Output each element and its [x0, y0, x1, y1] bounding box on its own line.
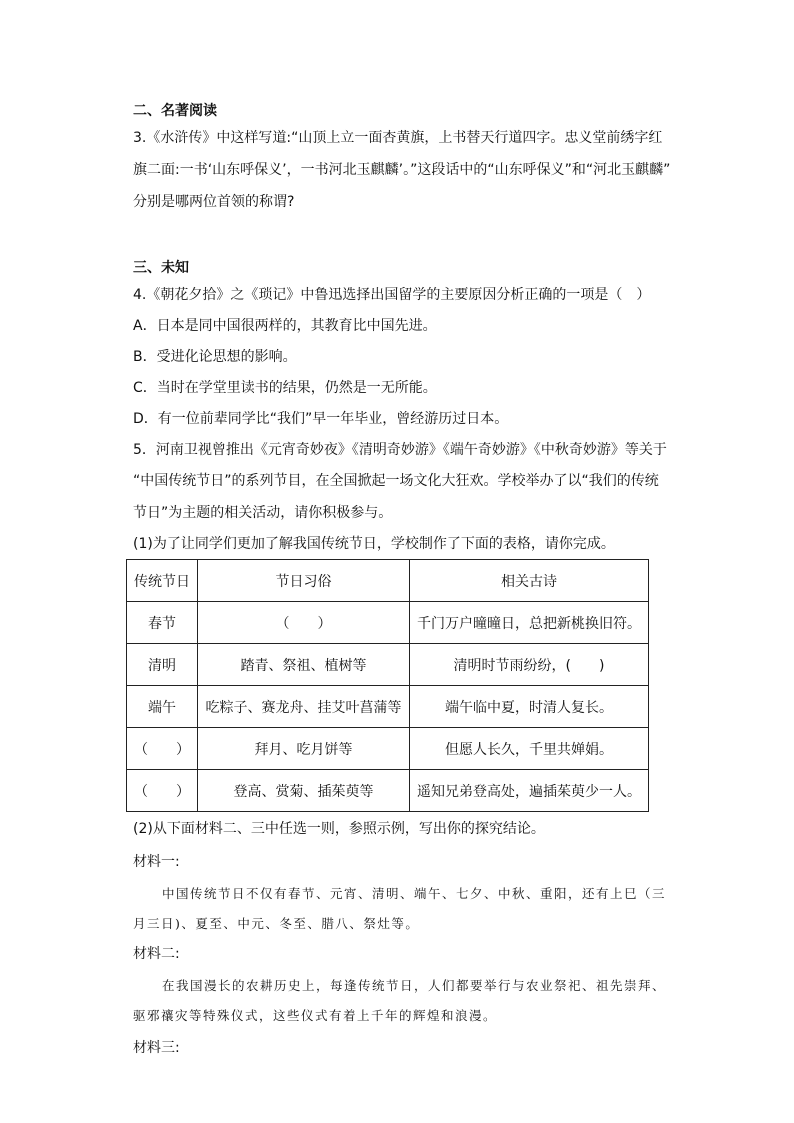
section3-heading: 三、未知	[133, 260, 189, 276]
table-cell: 春节	[127, 602, 198, 644]
q3-line-2: 旗二面:一书‘山东呼保义’，一书河北玉麒麟’。”这段话中的“山东呼保义”和“河北玉麒麟”	[133, 162, 671, 178]
q4-option-d: D．有一位前辈同学比“我们”早一年毕业，曾经游历过日本。	[133, 411, 509, 427]
table-header: 节日习俗	[198, 560, 410, 602]
material1-line-1: 中国传统节日不仅有春节、元宵、清明、端午、七夕、中秋、重阳，还有上巳（三	[162, 886, 667, 901]
table-header-row	[127, 560, 649, 602]
table-cell: 端午临中夏，时清人复长。	[410, 686, 649, 728]
table-header: 传统节日	[127, 560, 198, 602]
table-cell: 遥知兄弟登高处，遍插茱萸少一人。	[410, 770, 649, 812]
table-row	[127, 644, 649, 686]
festival-table	[126, 559, 649, 812]
section2-heading: 二、名著阅读	[133, 103, 217, 119]
q5-line-2: “中国传统节日”的系列节目，在全国掀起一场文化大狂欢。学校举办了以“我们的传统	[133, 473, 659, 489]
table-cell: （ ）	[127, 728, 198, 770]
material2-label: 材料二:	[133, 946, 180, 962]
table-cell: （ ）	[127, 770, 198, 812]
material3-label: 材料三:	[133, 1040, 180, 1056]
q3-line-1: 3.《水浒传》中这样写道:“山顶上立一面杏黄旗，上书替天行道四字。忠义堂前绣字红	[133, 130, 663, 146]
material2-line-1: 在我国漫长的农耕历史上，每逢传统节日，人们都要举行与农业祭祀、祖先崇拜、	[162, 978, 667, 993]
table-cell: 踏青、祭祖、植树等	[198, 644, 410, 686]
table-cell: 清明时节雨纷纷，( )	[410, 644, 649, 686]
q3-line-3: 分别是哪两位首领的称谓?	[133, 194, 295, 210]
q5-part1: (1)为了让同学们更加了解我国传统节日，学校制作了下面的表格，请你完成。	[133, 536, 615, 552]
table-cell: 端午	[127, 686, 198, 728]
q4-option-c: C．当时在学堂里读书的结果，仍然是一无所能。	[133, 380, 437, 396]
table-cell: 登高、赏菊、插茱萸等	[198, 770, 410, 812]
table-row	[127, 686, 649, 728]
q4-stem: 4.《朝花夕拾》之《琐记》中鲁迅选择出国留学的主要原因分析正确的一项是（ ）	[133, 287, 651, 303]
table-cell: 千门万户曈曈日，总把新桃换旧符。	[410, 602, 649, 644]
table-cell: 拜月、吃月饼等	[198, 728, 410, 770]
table-row	[127, 602, 649, 644]
table-header: 相关古诗	[410, 560, 649, 602]
q5-line-3: 节日”为主题的相关活动，请你积极参与。	[133, 505, 393, 521]
material2-line-2: 驱邪禳灾等特殊仪式，这些仪式有着上千年的辉煌和浪漫。	[133, 1008, 498, 1023]
table-cell: 吃粽子、赛龙舟、挂艾叶菖蒲等	[198, 686, 410, 728]
table-cell: 但愿人长久，千里共婵娟。	[410, 728, 649, 770]
table-cell: 清明	[127, 644, 198, 686]
table-row	[127, 770, 649, 812]
q4-option-b: B．受进化论思想的影响。	[133, 349, 297, 365]
q5-line-1: 5．河南卫视曾推出《元宵奇妙夜》《清明奇妙游》《端午奇妙游》《中秋奇妙游》等关于	[133, 442, 667, 458]
material1-line-2: 月三日)、夏至、中元、冬至、腊八、祭灶等。	[133, 916, 420, 931]
q5-part2: (2)从下面材料二、三中任选一则，参照示例，写出你的探究结论。	[133, 821, 545, 837]
q4-option-a: A．日本是同中国很两样的，其教育比中国先进。	[133, 318, 437, 334]
material1-label: 材料一:	[133, 854, 180, 870]
table-row	[127, 728, 649, 770]
table-cell: （ ）	[198, 602, 410, 644]
